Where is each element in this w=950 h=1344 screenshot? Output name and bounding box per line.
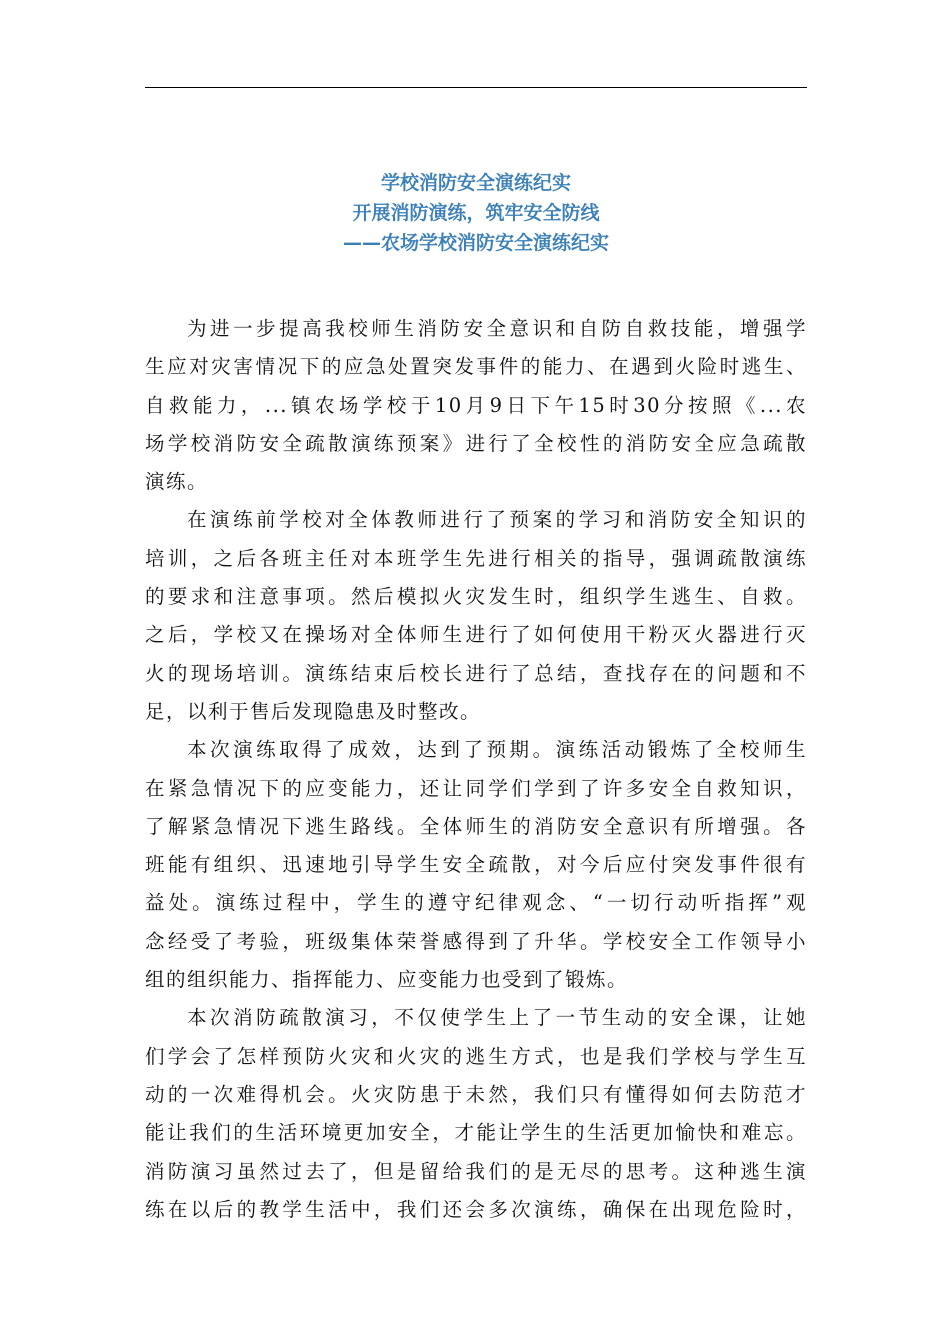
text-line: 消防演习虽然过去了，但是留给我们的是无尽的思考。这种逃生演 — [145, 1159, 807, 1183]
text-line: 在演练前学校对全体教师进行了预案的学习和消防安全知识的 — [187, 508, 807, 532]
text-line: 生应对灾害情况下的应急处置突发事件的能力、在遇到火险时逃生、 — [145, 355, 807, 379]
text-line: 动的一次难得机会。火灾防患于未然，我们只有懂得如何去防范才 — [145, 1082, 807, 1106]
paragraph-1 — [145, 310, 807, 501]
header-rule — [145, 87, 807, 88]
text-line: 班能有组织、迅速地引导学生安全疏散，对今后应付突发事件很有 — [145, 853, 807, 877]
text-line: 念经受了考验，班级集体荣誉感得到了升华。学校安全工作领导小 — [145, 929, 807, 953]
text-line: 演练。 — [145, 470, 209, 494]
text-line: 在紧急情况下的应变能力，还让同学们学到了许多安全自救知识， — [145, 776, 807, 800]
text-line: 能让我们的生活环境更加安全，才能让学生的生活更加愉快和难忘。 — [145, 1121, 807, 1145]
subtitle: 开展消防演练，筑牢安全防线 — [352, 202, 600, 224]
paragraph-3 — [145, 731, 807, 999]
subtitle-secondary: ——农场学校消防安全演练纪实 — [342, 232, 609, 254]
text-line: 培训，之后各班主任对本班学生先进行相关的指导，强调疏散演练 — [145, 546, 807, 570]
text-line: 了解紧急情况下逃生路线。全体师生的消防安全意识有所增强。各 — [145, 814, 807, 838]
text-line: 足，以利于售后发现隐患及时整改。 — [145, 699, 482, 723]
main-title: 学校消防安全演练纪实 — [380, 172, 571, 194]
text-line: 的要求和注意事项。然后模拟火灾发生时，组织学生逃生、自救。 — [145, 585, 807, 609]
title-block — [145, 168, 807, 258]
text-line: 为进一步提高我校师生消防安全意识和自防自救技能，增强学 — [187, 317, 807, 340]
text-line: 们学会了怎样预防火灾和火灾的逃生方式，也是我们学校与学生互 — [145, 1044, 807, 1068]
text-line: 火的现场培训。演练结束后校长进行了总结，查找存在的问题和不 — [145, 661, 807, 685]
paragraph-4 — [145, 999, 807, 1229]
text-line: 练在以后的教学生活中，我们还会多次演练，确保在出现危险时， — [145, 1197, 807, 1221]
text-line: 场学校消防安全疏散演练预案》进行了全校性的消防安全应急疏散 — [145, 431, 807, 455]
text-line: 益处。演练过程中，学生的遵守纪律观念、“一切行动听指挥”观 — [145, 891, 807, 915]
text-line: 之后，学校又在操场对全体师生进行了如何使用干粉灭火器进行灭 — [145, 623, 807, 647]
text-line: 本次消防疏散演习，不仅使学生上了一节生动的安全课，让她 — [187, 1006, 807, 1030]
body-text — [145, 310, 807, 1229]
text-line: 本次演练取得了成效，达到了预期。演练活动锻炼了全校师生 — [187, 738, 807, 762]
text-line: 组的组织能力、指挥能力、应变能力也受到了锻炼。 — [145, 968, 629, 992]
text-line: 自救能力，...镇农场学校于10月9日下午15时30分按照《...农 — [145, 393, 807, 417]
paragraph-2 — [145, 501, 807, 731]
